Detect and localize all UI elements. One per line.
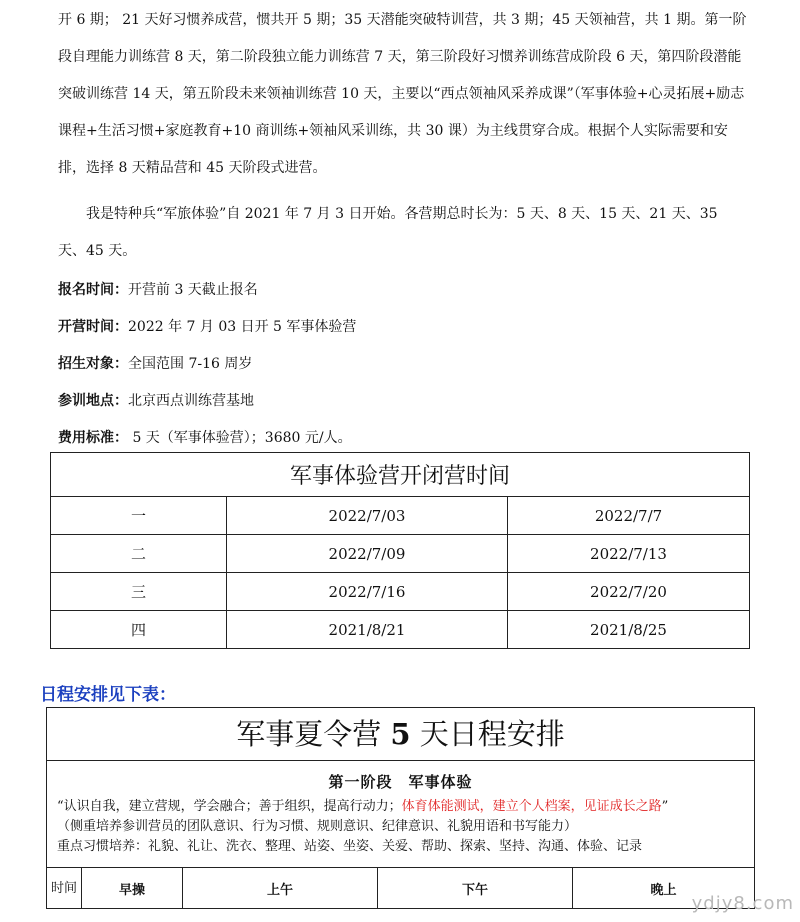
info-fee — [58, 428, 352, 448]
info-registration-time — [58, 280, 258, 300]
motto-end: ” — [661, 799, 669, 814]
info-value: 全国范围 7-16 周岁 — [128, 356, 253, 372]
phase-heading: 第一阶段 军事体验 — [328, 773, 473, 791]
info-target-audience — [58, 354, 252, 374]
daily-schedule-table — [46, 707, 755, 909]
info-value: 5 天（军事体验营）；3680 元/人。 — [128, 430, 352, 446]
close-date-cell: 2022/7/7 — [508, 497, 750, 535]
header-evening: 晚上 — [572, 868, 754, 908]
title-text-2: 天日程安排 — [410, 717, 565, 751]
info-value: 2022 年 7 月 03 日开 5 军事体验营 — [128, 319, 357, 335]
schedule-header-row — [47, 867, 754, 908]
habit-list: 重点习惯培养：礼貌、礼让、洗衣、整理、站姿、坐姿、关爱、帮助、探索、坚持、沟通、体验、记录 — [57, 839, 643, 854]
open-date-cell: 2021/8/21 — [227, 611, 508, 649]
site-watermark: ydjy8.com — [691, 893, 794, 914]
info-label: 报名时间： — [58, 282, 128, 298]
info-value: 开营前 3 天截止报名 — [128, 282, 258, 298]
phase-motto — [47, 797, 754, 817]
info-label: 开营时间： — [58, 319, 128, 335]
header-morning: 上午 — [182, 868, 377, 908]
title-text-1: 军事夏令营 — [236, 717, 391, 751]
info-location — [58, 391, 254, 411]
open-date-cell: 2022/7/09 — [227, 535, 508, 573]
table-row — [51, 535, 750, 573]
info-opening-time — [58, 317, 356, 337]
close-date-cell: 2021/8/25 — [508, 611, 750, 649]
daily-schedule-title — [47, 708, 754, 761]
intro-paragraph-1: 开 6 期； 21 天好习惯养成营，惯共开 5 期；35 天潜能突破特训营，共 3 期；45 天领袖营，共 1 期。第一阶段自理能力训练营 8 天，第二阶段独立能力训练营 7 天，第三阶段好习惯养训练营成阶段 6 天，第四阶段潜能突破训练营 14 天，第五阶段未来领袖训练营 10 天，主要以“西点领袖风采养成课”（军事体验+心灵拓展+励志课程+生活习惯+家庭教育+10 商训练+领袖风采训练，共 30 课）为主线贯穿合成。根据个人实际需要和安排，选择 8 天精品营和 45 天阶段式进营。 — [58, 12, 747, 176]
header-afternoon: 下午 — [377, 868, 572, 908]
close-date-cell: 2022/7/20 — [508, 573, 750, 611]
table-row — [51, 573, 750, 611]
title-number: 5 — [390, 717, 411, 751]
phase-note: （侧重培养参训营员的团队意识、行为习惯、规则意识、纪律意识、礼貌用语和书写能力） — [57, 819, 578, 834]
header-morning-drill: 早操 — [81, 868, 182, 908]
term-cell: 一 — [51, 497, 227, 535]
camp-dates-table — [50, 452, 750, 649]
info-label: 招生对象： — [58, 356, 128, 372]
open-date-cell: 2022/7/16 — [227, 573, 508, 611]
schedule-section-heading: 日程安排见下表： — [40, 685, 176, 705]
info-label: 参训地点： — [58, 393, 128, 409]
motto-text: “认识自我，建立营规，学会融合；善于组织，提高行动力； — [57, 799, 402, 814]
table-row — [51, 611, 750, 649]
info-label: 费用标准： — [58, 430, 128, 446]
term-cell: 三 — [51, 573, 227, 611]
intro-paragraph-2: 我是特种兵“军旅体验”自 2021 年 7 月 3 日开始。各营期总时长为：5 天、8 天、15 天、21 天、35 天、45 天。 — [58, 206, 718, 259]
close-date-cell: 2022/7/13 — [508, 535, 750, 573]
motto-highlight: 体育体能测试，建立个人档案，见证成长之路 — [401, 799, 662, 814]
info-value: 北京西点训练营基地 — [128, 393, 254, 409]
term-cell: 四 — [51, 611, 227, 649]
camp-dates-title: 军事体验营开闭营时间 — [51, 453, 750, 497]
open-date-cell: 2022/7/03 — [227, 497, 508, 535]
header-time: 时间 — [50, 880, 77, 896]
term-cell: 二 — [51, 535, 227, 573]
table-row — [51, 497, 750, 535]
